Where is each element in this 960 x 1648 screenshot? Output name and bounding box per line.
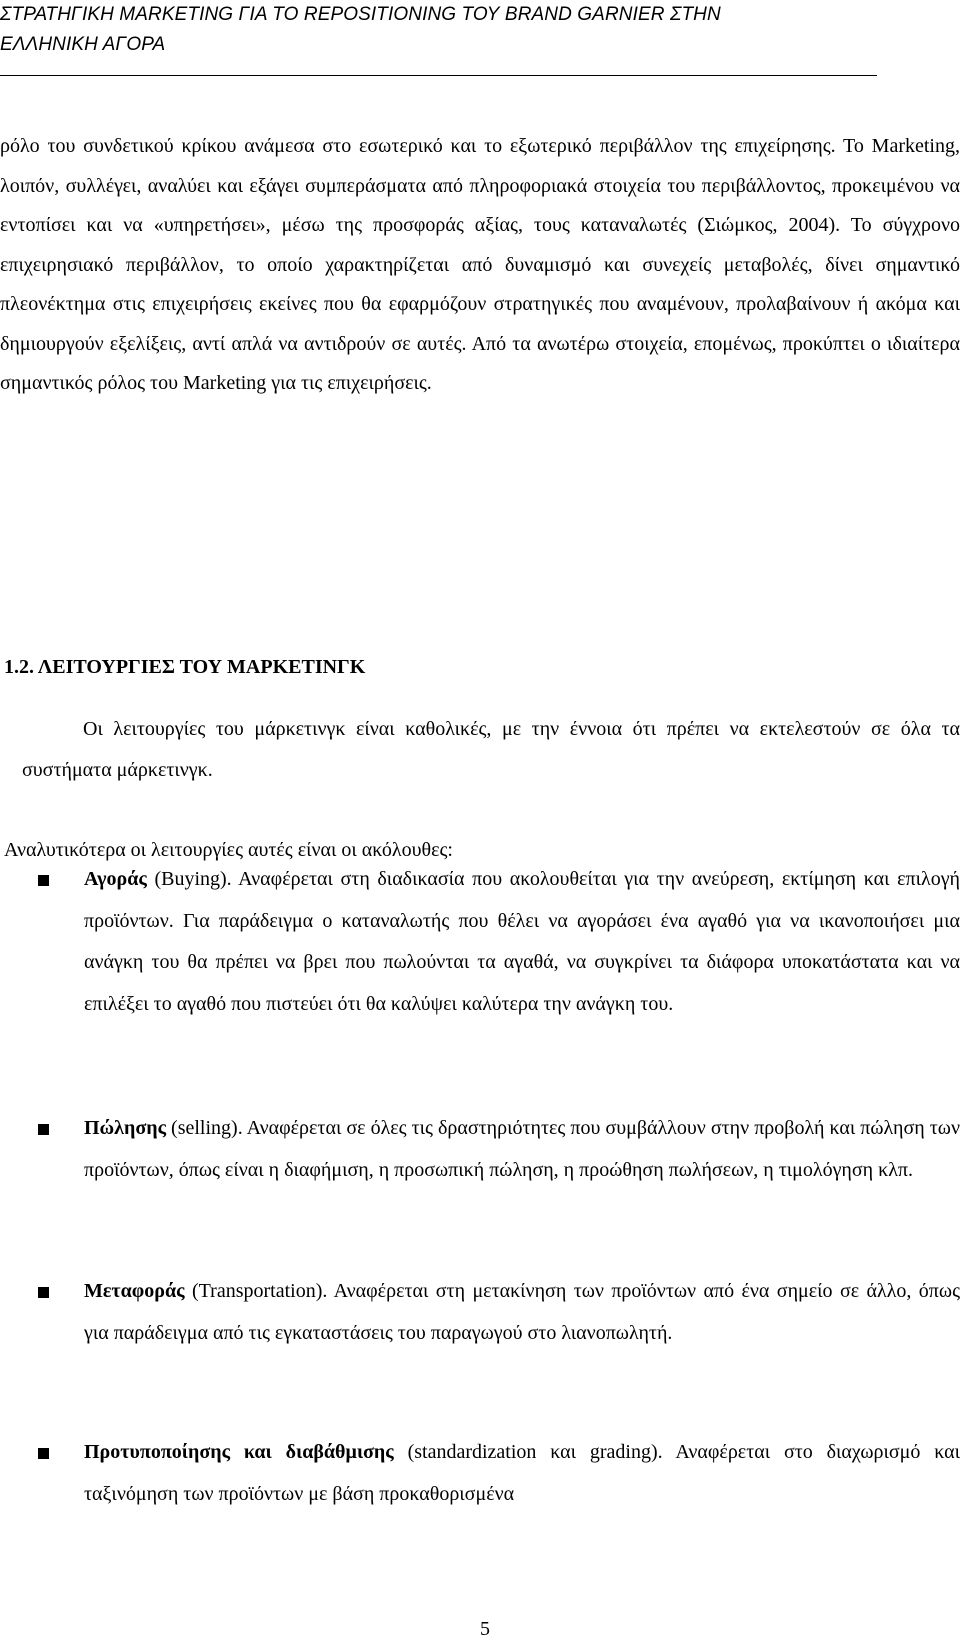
running-header: [0, 0, 880, 60]
section-intro-paragraph: Οι λειτουργίες του μάρκετινγκ είναι καθολικές, με την έννοια ότι πρέπει να εκτελεστούν σε όλα τα συστήματα μάρκετινγκ.: [22, 718, 960, 781]
list-item-text: [84, 859, 960, 1025]
square-bullet-icon: [38, 1124, 49, 1135]
list-item-text: [84, 1271, 960, 1354]
list-item-term: Πώλησης: [84, 1117, 167, 1139]
list-item-description: (Buying). Αναφέρεται στη διαδικασία που ακολουθείται για την ανεύρεση, εκτίμηση και επιλογή προϊόντων. Για παράδειγμα ο καταναλωτής που θέλει να αγοράσει ένα αγαθό για να ικανοποιήσει μια ανάγκη του θα πρέπει να βρει που πωλούνται τα αγαθά, να συγκρίνει τα διάφορα υποκατάστατα και να επιλέξει το αγαθό που πιστεύει ότι θα καλύψει καλύτερα την ανάγκη του.: [84, 868, 960, 1015]
list-item-description: (selling). Αναφέρεται σε όλες τις δραστηριότητες που συμβάλλουν στην προβολή και πώληση των προϊόντων, όπως είναι η διαφήμιση, η προσωπική πώληση, η προώθηση πωλήσεων, η τιμολόγηση κλπ.: [84, 1117, 960, 1181]
list-item-description: (standardization και grading). Αναφέρεται στο διαχωρισμό και ταξινόμηση των προϊόντων με βάση προκαθορισμένα: [84, 1441, 960, 1505]
list-item-text: [84, 1432, 960, 1515]
header-divider: [0, 75, 877, 76]
section-heading: 1.2. ΛΕΙΤΟΥΡΓΙΕΣ ΤΟΥ ΜΑΡΚΕΤΙΝΓΚ: [4, 656, 366, 678]
running-header-line-1: ΣΤΡΑΤΗΓΙΚΗ MARKETING ΓΙΑ ΤΟ REPOSITIONING ΤΟΥ BRAND GARNIER ΣΤΗΝ: [0, 4, 721, 25]
list-item-description: (Transportation). Αναφέρεται στη μετακίνηση των προϊόντων από ένα σημείο σε άλλο, όπως για παράδειγμα από τις εγκαταστάσεις του παραγωγού στο λιανοπωλητή.: [84, 1280, 960, 1344]
square-bullet-icon: [38, 875, 49, 886]
page-number: 5: [480, 1618, 490, 1640]
list-item-term: Μεταφοράς: [84, 1280, 185, 1302]
list-item-text: [84, 1108, 960, 1191]
list-item-term: Αγοράς: [84, 868, 147, 890]
list-item-term: Προτυποποίησης και διαβάθμισης: [84, 1441, 394, 1463]
square-bullet-icon: [38, 1448, 49, 1459]
running-header-line-2: ΕΛΛΗΝΙΚΗ ΑΓΟΡΑ: [0, 34, 166, 55]
intro-paragraph: ρόλο του συνδετικού κρίκου ανάμεσα στο εσωτερικό και το εξωτερικό περιβάλλον της επιχείρησης. Το Marketing, λοιπόν, συλλέγει, αναλύει και εξάγει συμπεράσματα από πληροφοριακά στοιχεία του περιβάλλοντος, προκειμένου να εντοπίσει και να «υπηρετήσει», μέσω της προσφοράς αξίας, τους καταναλωτές (Σιώμκος, 2004). Το σύγχρονο επιχειρησιακό περιβάλλον, το οποίο χαρακτηρίζεται από δυναμισμό και συνεχείς μεταβολές, δίνει σημαντικό πλεονέκτημα στις επιχειρήσεις εκείνες που θα εφαρμόζουν στρατηγικές που αναμένουν, προλαβαίνουν ή ακόμα και δημιουργούν εξελίξεις, αντί απλά να αντιδρούν σε αυτές. Από τα ανωτέρω στοιχεία, επομένως, προκύπτει ο ιδιαίτερα σημαντικός ρόλος του Marketing για τις επιχειρήσεις.: [0, 135, 960, 394]
square-bullet-icon: [38, 1287, 49, 1298]
list-lead-paragraph: Αναλυτικότερα οι λειτουργίες αυτές είναι οι ακόλουθες:: [4, 839, 453, 861]
